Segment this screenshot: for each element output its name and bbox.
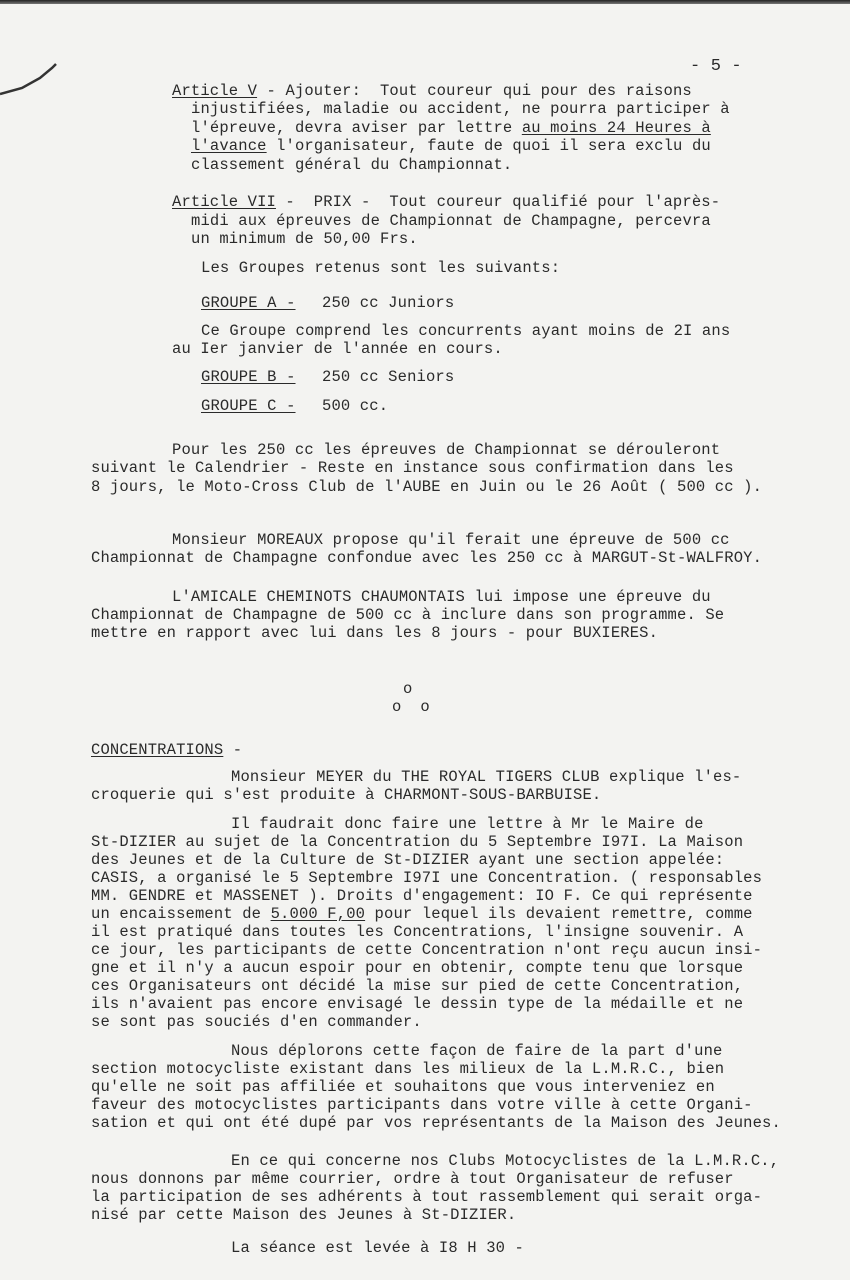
page-number: - 5 -: [690, 57, 742, 76]
article-v-heading: Article V: [172, 82, 258, 100]
concentrations-p3-line-5: sation et qui ont été dupé par vos représentants de la Maison des Jeunes.: [91, 1114, 781, 1132]
article-v-line-5: classement général du Championnat.: [191, 156, 513, 174]
groupe-b-value: 250 cc Seniors: [322, 368, 455, 386]
concentrations-p2-line-9: gne et il n'y a aucun espoir pour en obtenir, compte tenu que lorsque: [91, 959, 744, 977]
article-vii-line-2: midi aux épreuves de Championnat de Champagne, percevra: [191, 212, 711, 230]
concentrations-p2-line-1: Il faudrait donc faire une lettre à Mr le Maire de: [231, 815, 704, 833]
groupe-a-desc-1: Ce Groupe comprend les concurrents ayant moins de 2I ans: [201, 322, 731, 340]
concentrations-dash: -: [223, 741, 243, 759]
calendrier-line-1: Pour les 250 cc les épreuves de Championnat se dérouleront: [172, 441, 721, 459]
article-v-line-4: [191, 137, 711, 155]
concentrations-heading: [91, 741, 242, 759]
article-v-line-1: [172, 82, 692, 100]
concentrations-p4-line-2: nous donnons par même courrier, ordre à tout Organisateur de refuser: [91, 1170, 734, 1188]
concentrations-p2-line-8: ce jour, les participants de cette Concentration n'ont reçu aucun insi-: [91, 941, 763, 959]
concentrations-p4-line-4: nisé par cette Maison des Jeunes à St-DIZIER.: [91, 1206, 517, 1224]
concentrations-p2-line-3: des Jeunes et de la Culture de St-DIZIER ayant une section appelée:: [91, 851, 725, 869]
concentrations-p2-text-6b: pour lequel ils devaient remettre, comme: [365, 905, 753, 923]
groupe-b-label: [201, 368, 296, 386]
article-vii-line-1: [172, 193, 720, 211]
concentrations-title: CONCENTRATIONS: [91, 741, 224, 759]
article-vii-heading: Article VII: [172, 193, 276, 211]
concentrations-p2-line-6: [91, 905, 753, 923]
amicale-line-3: mettre en rapport avec lui dans les 8 jours - pour BUXIERES.: [91, 624, 659, 642]
concentrations-p2-line-10: ces Organisateurs ont décidé la mise sur pied de cette Concentration,: [91, 977, 744, 995]
closing-line: La séance est levée à I8 H 30 -: [231, 1239, 524, 1257]
article-v-dash: -: [257, 82, 286, 100]
groupe-a-name: GROUPE A -: [201, 294, 296, 312]
concentrations-p4-line-3: la participation de ses adhérents à tout rassemblement qui serait orga-: [91, 1188, 763, 1206]
article-v-line-2: injustifiées, maladie ou accident, ne pourra participer à: [191, 100, 730, 118]
article-v-deadline: au moins 24 Heures à: [521, 119, 711, 137]
calendrier-line-2: suivant le Calendrier - Reste en instance sous confirmation dans les: [91, 459, 734, 477]
moreaux-line-2: Championnat de Champagne confondue avec les 250 cc à MARGUT-St-WALFROY.: [91, 549, 763, 567]
concentrations-p2-text-6: un encaissement de: [91, 905, 271, 923]
calendrier-line-3: 8 jours, le Moto-Cross Club de l'AUBE en Juin ou le 26 Août ( 500 cc ).: [91, 478, 763, 496]
concentrations-p2-line-4: CASIS, a organisé le 5 Septembre I97I une Concentration. ( responsables: [91, 869, 763, 887]
groupe-b-name: GROUPE B -: [201, 368, 296, 386]
article-v-text-1: Ajouter: Tout coureur qui pour des raisons: [285, 82, 692, 100]
groupe-c-label: [201, 397, 296, 415]
concentrations-p2-line-12: se sont pas souciés d'en commander.: [91, 1013, 422, 1031]
article-vii-text-1: - PRIX - Tout coureur qualifié pour l'après-: [275, 193, 721, 211]
groupes-intro: Les Groupes retenus sont les suivants:: [201, 259, 561, 277]
staple-mark: [0, 60, 60, 100]
groupe-a-label: [201, 294, 296, 312]
groupe-a-value: 250 cc Juniors: [322, 294, 455, 312]
concentrations-p3-line-3: qu'elle ne soit pas affiliée et souhaitons que vous interveniez en: [91, 1078, 715, 1096]
article-v-line-3: [191, 119, 711, 137]
page-top-edge: [0, 0, 850, 4]
separator-top: o: [403, 680, 413, 698]
concentrations-p3-line-2: section motocycliste existant dans les milieux de la L.M.R.C., bien: [91, 1060, 725, 1078]
concentrations-p2-line-11: ils n'avaient pas encore envisagé le dessin type de la médaille et ne: [91, 995, 744, 1013]
concentrations-p4-line-1: En ce qui concerne nos Clubs Motocyclistes de la L.M.R.C.,: [231, 1152, 780, 1170]
article-v-deadline-cont: l'avance: [191, 137, 267, 155]
amicale-line-1: L'AMICALE CHEMINOTS CHAUMONTAIS lui impose une épreuve du: [172, 588, 711, 606]
groupe-a-desc-2: au Ier janvier de l'année en cours.: [172, 340, 503, 358]
moreaux-line-1: Monsieur MOREAUX propose qu'il ferait une épreuve de 500 cc: [172, 531, 730, 549]
concentrations-p2-line-7: il est pratiqué dans toutes les Concentrations, l'insigne souvenir. A: [91, 923, 744, 941]
concentrations-p1-line-2: croquerie qui s'est produite à CHARMONT-SOUS-BARBUISE.: [91, 786, 602, 804]
article-v-text-3: l'épreuve, devra aviser par lettre: [191, 119, 522, 137]
concentrations-p2-line-5: MM. GENDRE et MASSENET ). Droits d'engagement: IO F. Ce qui représente: [91, 887, 753, 905]
separator-bottom: o o: [392, 698, 430, 716]
article-vii-line-3: un minimum de 50,00 Frs.: [191, 230, 418, 248]
concentrations-p1-line-1: Monsieur MEYER du THE ROYAL TIGERS CLUB explique l'es-: [231, 768, 742, 786]
amicale-line-2: Championnat de Champagne de 500 cc à inclure dans son programme. Se: [91, 606, 725, 624]
encaissement-amount: 5.000 F,00: [270, 905, 366, 923]
groupe-c-name: GROUPE C -: [201, 397, 296, 415]
concentrations-p3-line-4: faveur des motocyclistes participants dans votre ville à cette Organi-: [91, 1096, 753, 1114]
concentrations-p3-line-1: Nous déplorons cette façon de faire de la part d'une: [231, 1042, 723, 1060]
article-v-text-4: l'organisateur, faute de quoi il sera exclu du: [266, 137, 711, 155]
concentrations-p2-line-2: St-DIZIER au sujet de la Concentration du 5 Septembre I97I. La Maison: [91, 833, 744, 851]
groupe-c-value: 500 cc.: [322, 397, 389, 415]
